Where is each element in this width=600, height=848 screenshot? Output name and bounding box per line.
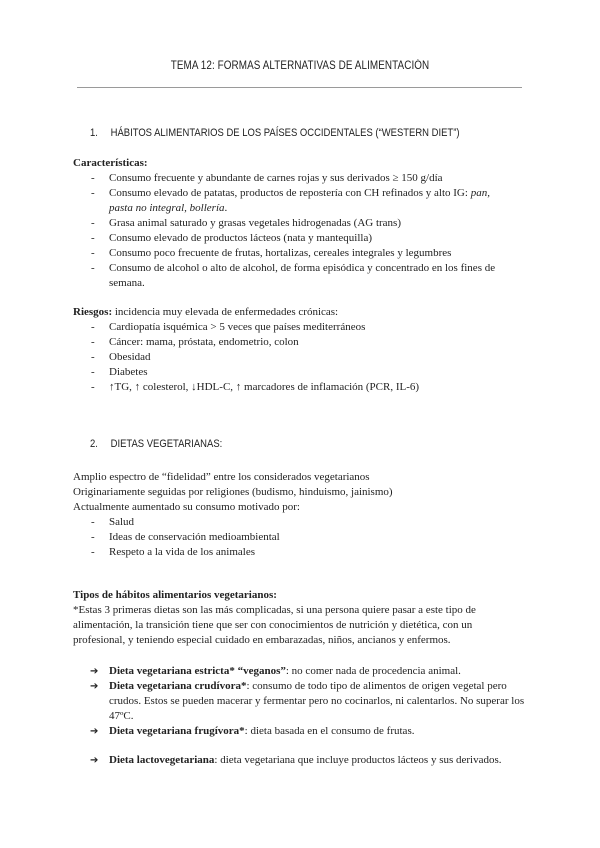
section-2-number: 2. xyxy=(90,438,98,450)
list-item: - Obesidad xyxy=(91,351,151,363)
note-line: *Estas 3 primeras dietas son las más complicadas, si una persona quiere pasar a este tipo de xyxy=(73,604,476,616)
list-item: - ↑TG, ↑ colesterol, ↓HDL-C, ↑ marcadores de inflamación (PCR, IL-6) xyxy=(91,381,420,393)
arrow-icon: ➔ xyxy=(90,666,99,677)
title-divider xyxy=(77,87,522,88)
dash-marker: - xyxy=(91,336,95,348)
page-title: TEMA 12: FORMAS ALTERNATIVAS DE ALIMENTACIÓN xyxy=(170,60,430,72)
list-item: - Diabetes xyxy=(91,366,148,378)
section-1-heading xyxy=(90,127,460,139)
dash-marker: - xyxy=(91,172,95,184)
dash-marker: - xyxy=(91,351,95,363)
dash-marker: - xyxy=(91,546,95,558)
risks-intro: incidencia muy elevada de enfermedades crónicas: xyxy=(112,306,339,318)
characteristics-label: Características: xyxy=(73,157,148,169)
list-item: ➔ Dieta vegetariana frugívora*: dieta basada en el consumo de frutas. xyxy=(90,725,415,737)
list-item: - Consumo frecuente y abundante de carnes rojas y sus derivados ≥ 150 g/día xyxy=(91,172,443,184)
intro-line: Amplio espectro de “fidelidad” entre los considerados vegetarianos xyxy=(73,471,370,483)
dash-marker: - xyxy=(91,531,95,543)
note-line: profesional, y teniendo especial cuidado en embarazadas, niños, ancianos y enfermos. xyxy=(73,634,451,646)
section-2-heading xyxy=(90,438,222,450)
arrow-icon: ➔ xyxy=(90,726,99,737)
dash-marker: - xyxy=(91,321,95,333)
dash-marker: - xyxy=(91,232,95,244)
motives-list xyxy=(73,515,521,560)
list-item: - Consumo elevado de patatas, productos de repostería con CH refinados y alto IG: pan, pasta no integral, bollería. xyxy=(91,187,490,214)
list-item: - Ideas de conservación medioambiental xyxy=(91,531,280,543)
list-item: - Consumo poco frecuente de frutas, hortalizas, cereales integrales y legumbres xyxy=(91,247,452,259)
list-item: - Salud xyxy=(91,516,135,528)
intro-line: Originariamente seguidas por religiones (budismo, hinduismo, jainismo) xyxy=(73,486,393,498)
risks-list xyxy=(73,320,521,395)
arrow-icon: ➔ xyxy=(90,755,99,766)
list-item: ➔ Dieta lactovegetariana: dieta vegetariana que incluye productos lácteos y sus derivados. xyxy=(90,754,502,766)
section-1-number: 1. xyxy=(90,127,98,139)
dash-marker: - xyxy=(91,366,95,378)
risks-line xyxy=(73,305,338,320)
characteristics-list xyxy=(73,171,521,291)
dash-marker: - xyxy=(91,187,95,199)
list-item: ➔ Dieta vegetariana crudívora*: consumo de todo tipo de alimentos de origen vegetal pero crudos. Estos se pueden macerar y fermentar pero no cocinarlos, ni calentarlos. No superar los 47ºC. xyxy=(90,680,525,722)
section-1-title: HÁBITOS ALIMENTARIOS DE LOS PAÍSES OCCIDENTALES (“WESTERN DIET”) xyxy=(110,127,460,139)
arrow-icon: ➔ xyxy=(90,681,99,692)
dash-marker: - xyxy=(91,381,95,393)
list-item: - Grasa animal saturado y grasas vegetales hidrogenadas (AG trans) xyxy=(91,217,402,229)
dash-marker: - xyxy=(91,247,95,259)
list-item: - Consumo de alcohol o alto de alcohol, de forma episódica y concentrado en los fines de semana. xyxy=(91,262,496,289)
diet-types-list xyxy=(90,664,529,739)
dash-marker: - xyxy=(91,516,95,528)
list-item: - Respeto a la vida de los animales xyxy=(91,546,256,558)
list-item: - Cáncer: mama, próstata, endometrio, colon xyxy=(91,336,299,348)
list-item: - Cardiopatía isquémica > 5 veces que países mediterráneos xyxy=(91,321,366,333)
diet-types-list-2 xyxy=(90,753,529,768)
intro-line: Actualmente aumentado su consumo motivado por: xyxy=(73,501,300,513)
risks-label: Riesgos: xyxy=(73,306,113,318)
list-item: - Consumo elevado de productos lácteos (nata y mantequilla) xyxy=(91,232,373,244)
section-2-title: DIETAS VEGETARIANAS: xyxy=(110,438,223,450)
dash-marker: - xyxy=(91,262,95,274)
dash-marker: - xyxy=(91,217,95,229)
types-label: Tipos de hábitos alimentarios vegetarianos: xyxy=(73,589,277,601)
list-item: ➔ Dieta vegetariana estricta* “veganos”: no comer nada de procedencia animal. xyxy=(90,665,461,677)
note-line: alimentación, la transición tiene que ser con conocimientos de nutrición y dietética, con un xyxy=(73,619,473,631)
